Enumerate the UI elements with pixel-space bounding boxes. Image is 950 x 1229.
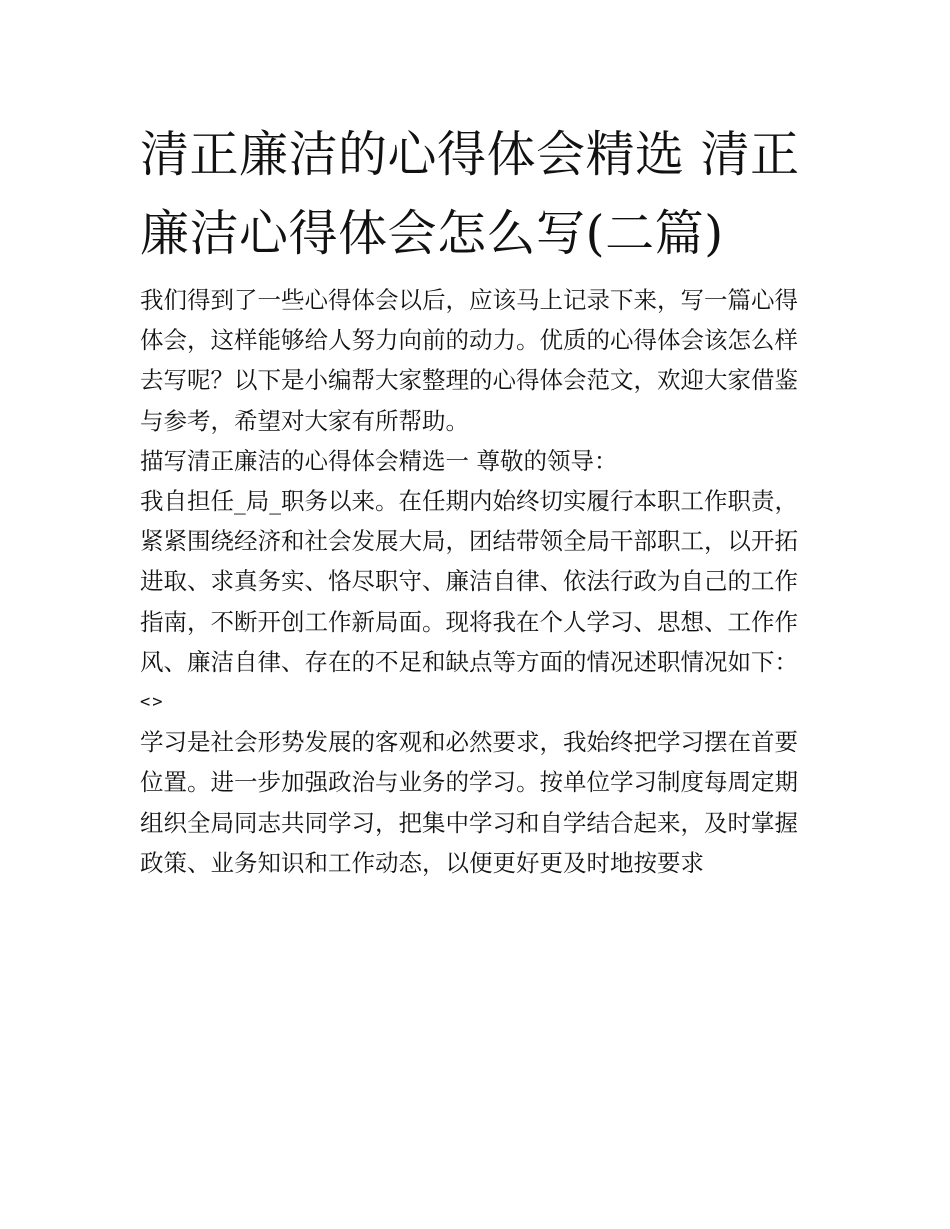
document-body [140,280,816,883]
section-heading: 描写清正廉洁的心得体会精选一 尊敬的领导： [140,446,618,475]
report-paragraph: 我自担任_局_职务以来。在任期内始终切实履行本职工作职责，紧紧围绕经济和社会发展大局，团结带领全局干部职工，以开拓进取、求真务实、恪尽职守、廉洁自律、依法行政为自己的工作指南，不断开创工作新局面。现将我在个人学习、思想、工作作风、廉洁自律、存在的不足和缺点等方面的情况述职情况如下： [140,487,798,676]
intro-paragraph: 我们得到了一些心得体会以后，应该马上记录下来，写一篇心得体会，这样能够给人努力向前的动力。优质的心得体会该怎么样去写呢？以下是小编帮大家整理的心得体会范文，欢迎大家借鉴与参考，希望对大家有所帮助。 [140,286,798,435]
document-title: 清正廉洁的心得体会精选 清正廉洁心得体会怎么写(二篇) [140,126,800,262]
study-paragraph: 学习是社会形势发展的客观和必然要求，我始终把学习摆在首要位置。进一步加强政治与业务的学习。按单位学习制度每周定期组织全局同志共同学习，把集中学习和自学结合起来，及时掌握政策、业务知识和工作动态，以便更好更及时地按要求 [140,728,798,877]
section-marker: <> [140,692,165,713]
